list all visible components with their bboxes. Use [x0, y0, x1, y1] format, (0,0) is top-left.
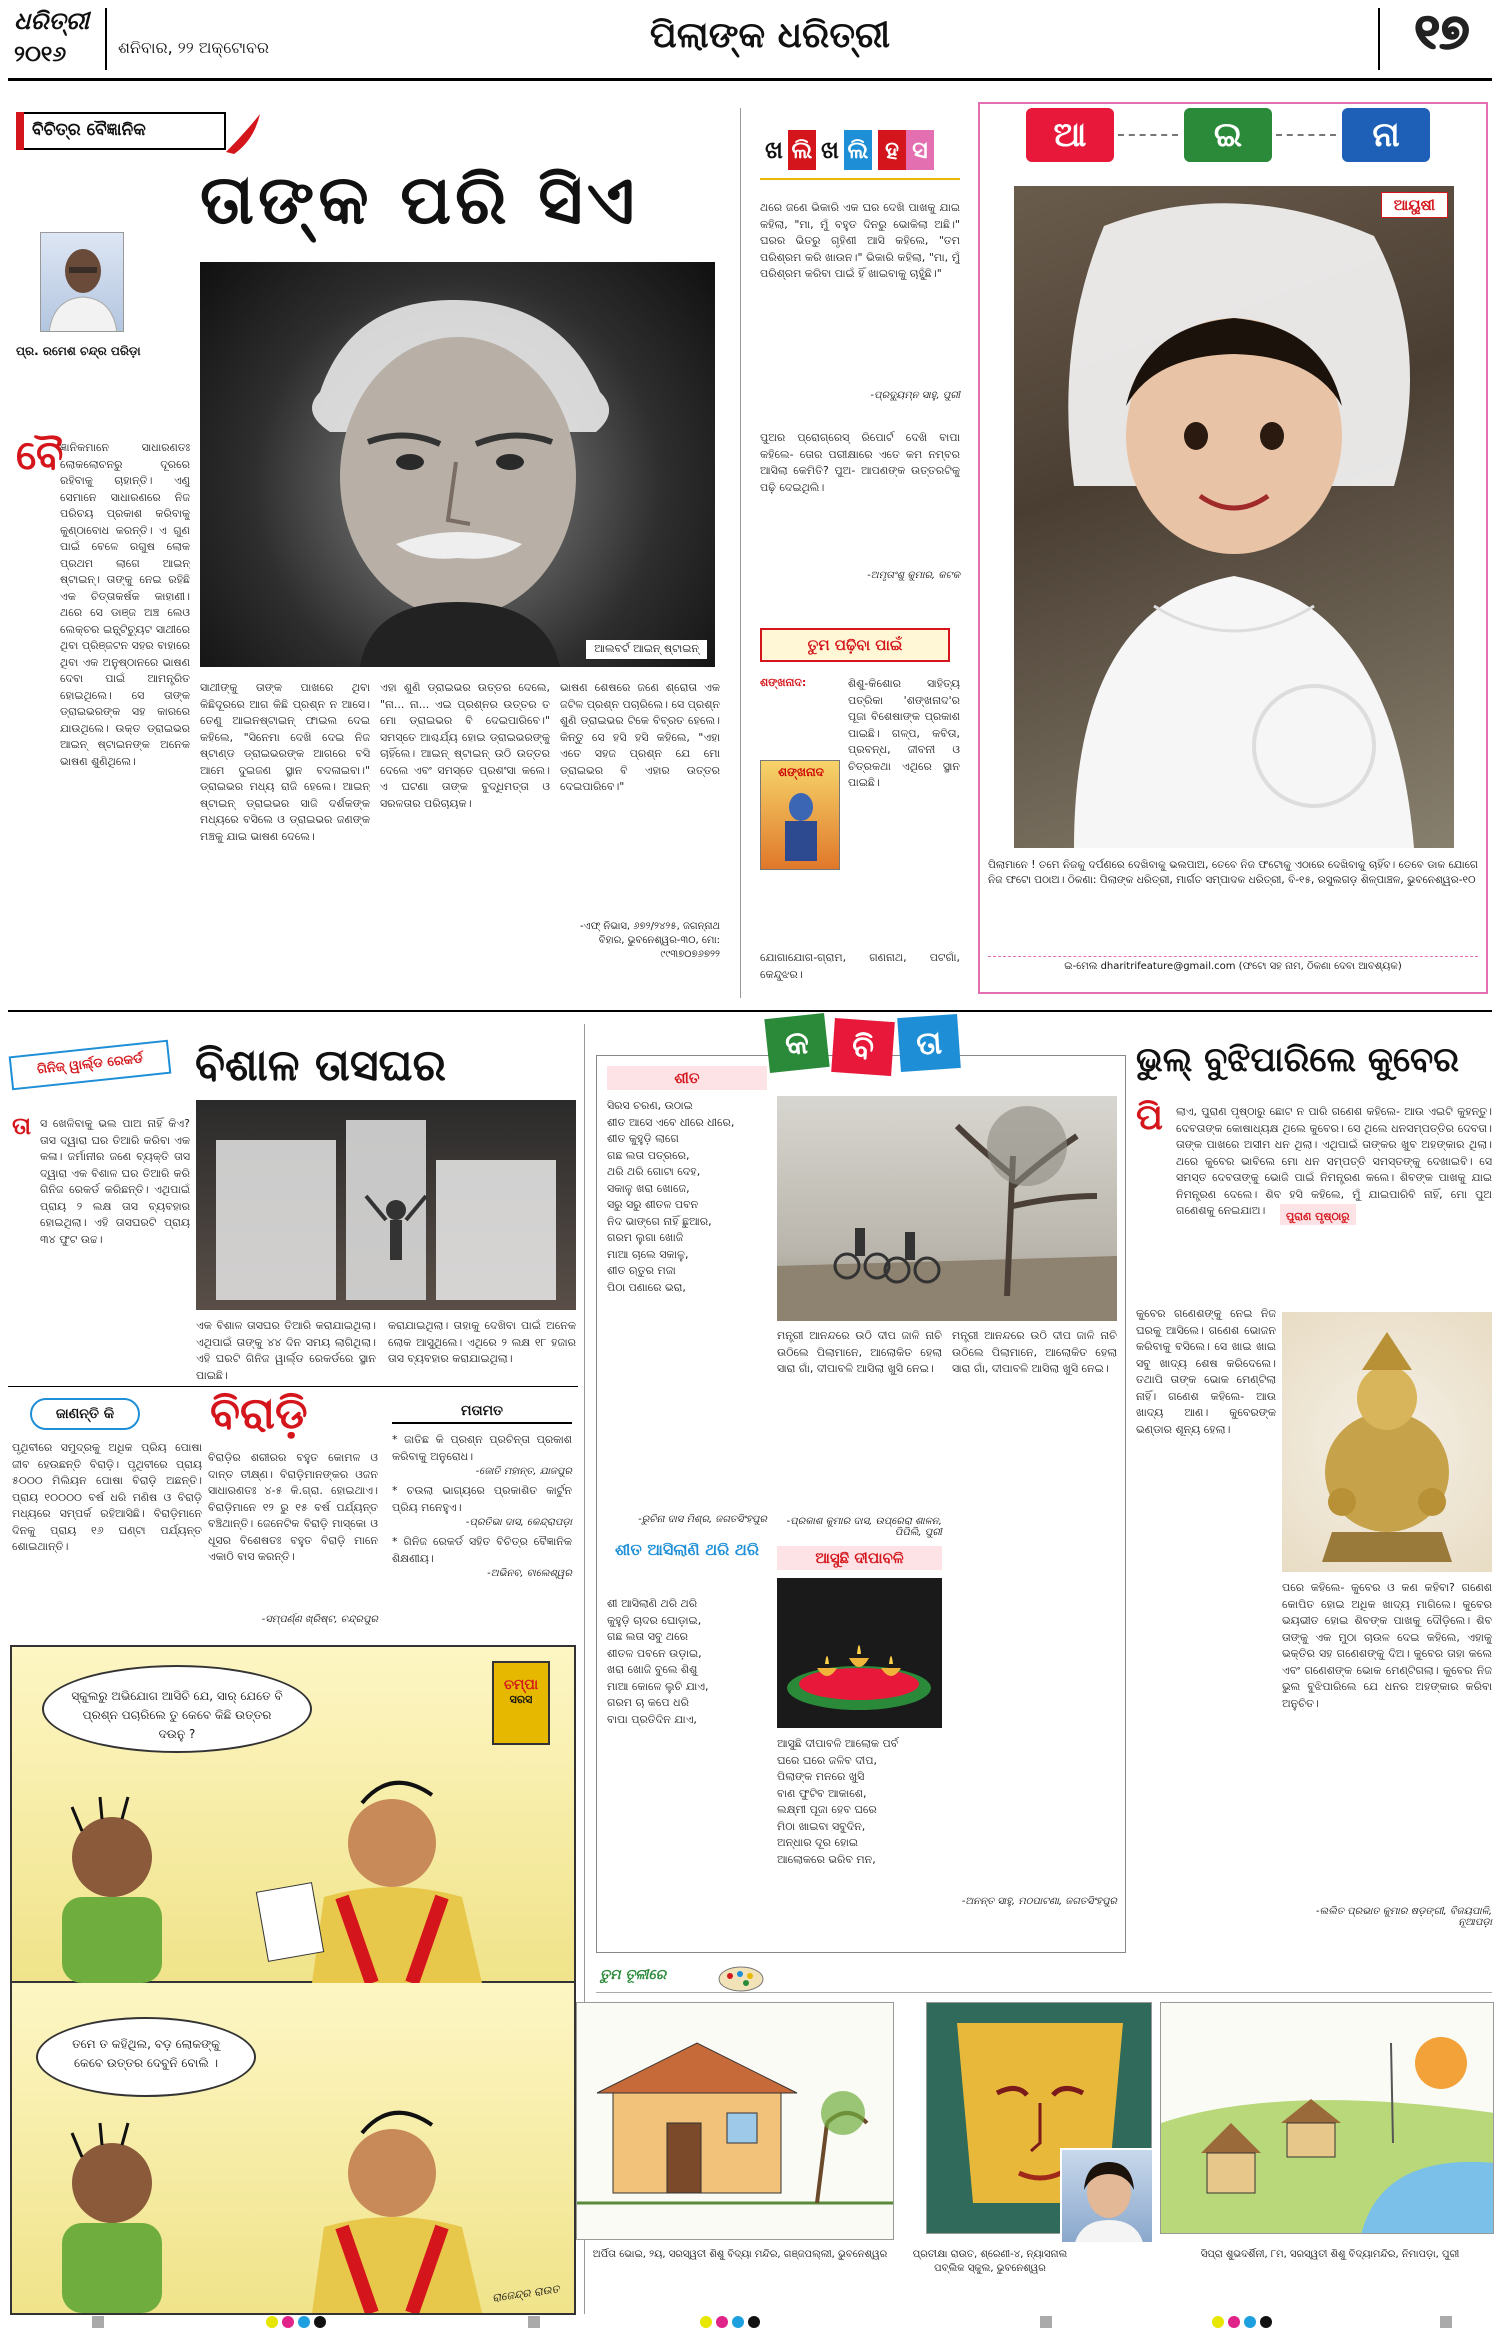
- poem2-line-3: ଗଛ ଲତା ସବୁ ଥରେ: [607, 1630, 688, 1643]
- poem1-author: -ରୁଚିନା ଦାସ ମିଶ୍ର, ଜଗତସିଂହପୁର: [638, 1514, 767, 1525]
- kicker-swoosh: [224, 110, 264, 156]
- cartoon-badge: [492, 1661, 550, 1745]
- cartoon-signature: ରାଜେନ୍ଦ୍ର ରାଉତ: [491, 2282, 561, 2305]
- joke-1-text: ଥରେ ଜଣେ ଭିକାରି ଏକ ଘର ଦେଖି ପାଖକୁ ଯାଇ କହିଲା, "ମା, ମୁଁ ବହୁତ ଦିନରୁ ଭୋକିଲା ଅଛି।" ଘରର ଭିତରୁ ଗୃହିଣୀ ଆସି କହିଲେ, "ତମ ପରିଶ୍ରମ କରି ଖାଉନ।" ଭିକାରି କହିଲା, "ମା, ମୁଁ ପରିଶ୍ରମ କରିବା ପାଇଁ ହିଁ ଖାଇବାକୁ ଚାହୁଁଛି।": [760, 201, 960, 280]
- kabita-letter-2: ବି: [831, 1018, 895, 1076]
- matamata-label: [392, 1400, 572, 1424]
- kubera-author: -ଲଲିତ ପ୍ରଭାତ କୁମାର ଷଡ଼ଙ୍ଗୀ, ବିଜୟପାଳି, ନୂଆପଡ଼ା: [1315, 1906, 1492, 1928]
- guinness-col-2: ଏକ ବିଶାଳ ତାସଘର ତିଆରି କରାଯାଇଥିଲା। ଏଥିପାଇଁ ତାଙ୍କୁ ୪୪ ଦିନ ସମୟ ଲାଗିଥିଲା। ଏହି ଘରଟି ଗିନିଜ ୱାର୍ଲ୍ଡ ରେକର୍ଡରେ ସ୍ଥାନ ପାଇଛି।: [196, 1319, 376, 1382]
- reading-label: ଶଙ୍ଖନାଦ:: [760, 676, 807, 689]
- einstein-photo-caption: ଆଲବର୍ଟ ଆଇନ୍ ଷ୍ଟାଇନ୍: [586, 640, 707, 659]
- poem1-line-4: ଗଛ ଲତା ପତ୍ରରେ,: [607, 1148, 690, 1162]
- poem1-line-5: ଥରି ଥରି ଗୋଟା ଦେହ,: [607, 1165, 701, 1178]
- einstein-byline: ପ୍ର. ରମେଶ ଚନ୍ଦ୍ର ପରିଡ଼ା: [16, 344, 141, 358]
- einstein-col-4: ଭାଷଣ ଶେଷରେ ଜଣେ ଶ୍ରୋତା ଏକ ଜଟିଳ ପ୍ରଶ୍ନ ପଚାରିଲେ। ସେ ପ୍ରଶ୍ନ ଶୁଣି ଡ୍ରାଇଭର ଟିକେ ବିବ୍ରତ ହେଲେ। କିନ୍ତୁ ସେ ହସି ହସି କହିଲେ, "ଏହା ଏତେ ସହଜ ପ୍ରଶ୍ନ ଯେ ମୋ ଡ୍ରାଇଭର ବି ଏହାର ଉତ୍ତର ଦେଇପାରିବେ।": [560, 681, 720, 793]
- einstein-headline: ତାଙ୍କ ପରି ସିଏ: [200, 160, 639, 240]
- poem3-line-6: ମିଠା ଖାଇବା ସବୁଦିନ,: [777, 1819, 866, 1833]
- joke-1: [760, 200, 960, 401]
- poem2-author: -ପ୍ରକାଶ କୁମାର ଦାସ, ଉପ୍ରେରା ଶାଳନ, ପିପିଲି, ପୁରୀ: [786, 1516, 942, 1538]
- poem3-line-5: ଲକ୍ଷ୍ମୀ ପୂଜା ହେବ ଘରେ: [777, 1803, 877, 1816]
- drawing-caption-3: ସିପ୍ରା ଶୁଭଦର୍ଶିନୀ, ୮ମ, ସରସ୍ୱତୀ ଶିଶୁ ବିଦ୍ୟାମନ୍ଦିର, ନିମାପଡ଼ା, ପୁରୀ: [1200, 2249, 1460, 2260]
- khali-letter-3: ଖ: [821, 136, 839, 164]
- poem2-line-4: ଶୀତଳ ପବନେ ଉଡ଼ାଇ,: [607, 1646, 702, 1660]
- print-mark-grey-1: [92, 2316, 104, 2328]
- aina-dash-2: [1276, 134, 1336, 136]
- matamata-label-text: ମତାମତ: [460, 1403, 504, 1419]
- aina-caption: ପିଲାମାନେ ! ତମେ ନିଜକୁ ଦର୍ପଣରେ ଦେଖିବାକୁ ଭଲପାଅ, ତେବେ ନିଜ ଫଟୋକୁ ଏଠାରେ ଦେଖିବାକୁ ଚାହିଁବ। ତେବେ ଡାକ ଯୋଗେ ନିଜ ଫଟୋ ପଠାଅ। ଠିକଣା: ପିଲାଙ୍କ ଧରିତ୍ରୀ, ମାର୍ଗତ ସମ୍ପାଦକ ଧରିତ୍ରୀ, ବି-୧୫, ରସୁଲଗଡ଼ ଶିଳ୍ପାଞ୍ଚଳ, ଭୁବନେଶ୍ୱର-୧୦: [988, 859, 1478, 887]
- kubera-tag: [1280, 1204, 1356, 1225]
- poem1-line-12: ପିଠା ପଣାରେ ଭରା,: [607, 1280, 686, 1294]
- poem3-line-1: ଆସୁଛି ଦୀପାବଳି ଆଲୋକ ପର୍ବ: [777, 1737, 899, 1750]
- guinness-rule: [8, 1386, 578, 1387]
- khali-letter-5: ହ: [878, 130, 906, 170]
- aina-letter-i: ଇ: [1184, 108, 1272, 162]
- aina-photo: [1014, 186, 1454, 848]
- kubera-col-1: ଲାଏ, ପୁରାଣ ପୃଷ୍ଠାରୁ ଛୋଟ ନ ପାରି ଗଣେଶ କହିଲେ- ଆଉ ଏଇଟି କୁହନ୍ତୁ। ଦେବତାଙ୍କ କୋଷାଧ୍ୟକ୍ଷ ଥିଲେ କୁବେର। ସେ ଥିଲେ ଧନସମ୍ପତ୍ତିର ଦେବତା। ତାଙ୍କ ପାଖରେ ଅସୀମ ଧନ ଥିଲା। ଏଥିପାଇଁ ତାଙ୍କର ଖୁବ ଅହଙ୍କାର ଥିଲା। ଥରେ କୁବେର ଭାବିଲେ ମୋ ଧନ ସମ୍ପତ୍ତି ସମସ୍ତଙ୍କୁ ଦେଖାଇବି। ସେ ସମସ୍ତ ଦେବତାଙ୍କୁ ଭୋଜି ପାଇଁ ନିମନ୍ତ୍ରଣ କଲେ। ଶିବଙ୍କ ପାଖକୁ ଯାଇ ନିମନ୍ତ୍ରଣ ଦେଲେ। ଶିବ ହସି କହିଲେ, ମୁଁ ଯାଇପାରିବି ନାହିଁ, ମୋ ପୁଅ ଗଣେଶକୁ ନେଇଯାଅ।: [1176, 1105, 1492, 1217]
- mid-rule: [8, 1010, 1492, 1012]
- poem3-line-4: ବାଣ ଫୁଟିବ ଆକାଶେ,: [777, 1786, 867, 1800]
- masthead-rule: [8, 78, 1492, 81]
- matamata-item-2: * ଚଉଲା ଭାଗ୍ୟରେ ପ୍ରକାଶିତ କାର୍ଟୁନ ପ୍ରିୟ ମନେହୁଏ।: [392, 1484, 572, 1514]
- masthead-divider-right: [1378, 8, 1380, 70]
- khali-letter-1: ଖ: [765, 136, 783, 164]
- brand-logo: ଧରିତ୍ରୀ: [14, 6, 89, 35]
- page-number: ୧୭: [1414, 4, 1470, 60]
- cartoon-scene-2: [12, 2093, 574, 2313]
- janantiki-box: [30, 1398, 140, 1430]
- poem2-lines: [607, 1596, 767, 1936]
- column-rule: [740, 108, 741, 998]
- cartoon-badge-sub: ସରସ: [509, 1693, 533, 1706]
- aina-title: [1026, 108, 1446, 168]
- drawing-caption-2: ପ୍ରତୀକ୍ଷା ରାଉତ, ଶ୍ରେଣୀ-୪, ନ୍ୟାସନାଲ ପବ୍ଲିକ ସ୍କୁଲ, ଭୁବନେଶ୍ୱର: [912, 2249, 1068, 2274]
- kubera-tag-label: ପୁରାଣ ପୃଷ୍ଠାରୁ: [1286, 1210, 1350, 1223]
- print-mark-grey-4: [1440, 2316, 1452, 2328]
- section-title: ପିଲାଙ୍କ ଧରିତ୍ରୀ: [649, 14, 891, 56]
- einstein-col-1: ଜ୍ଞାନିକମାନେ ସାଧାରଣତଃ ଲୋକଲୋଚନରୁ ଦୂରରେ ରହିବାକୁ ଚାହାନ୍ତି। ଏଣୁ ସେମାନେ ସାଧାରଣରେ ନିଜ ପରିଚୟ ପ୍ରକାଶ କରିବାକୁ କୁଣ୍ଠାବୋଧ କରନ୍ତି। ଏ ଗୁଣ ପାଇଁ ବେଳେ ରଗୁଷ ଲୋକ ପ୍ରଥମ ଲାଗେ ଆଇନ୍ ଷ୍ଟାଇନ୍। ତାଙ୍କୁ ନେଇ ରହିଛି ଏକ ଚିତ୍ତାକର୍ଷକ କାହାଣୀ। ଥରେ ସେ ଡାଞ୍ଜ ଅଞ୍ଚ ଲେଓ ଲେକ୍ଚର ଇନ୍ସ୍ଟିଚ୍ୟୁଟ ସାଥୀରେ ଥିବା ପ୍ରିଞ୍ଜଟନ ସହର ବାହାରେ ଥିବା ଏକ ଅନୁଷ୍ଠାନରେ ଭାଷଣ ଦେବା ପାଇଁ ଆମନ୍ତ୍ରିତ ହୋଇଥିଲେ। ସେ ତାଙ୍କ ଡ୍ରାଇଭରଙ୍କ ସହ କାରରେ ଯାଉଥିଲେ। ଉକ୍ତ ଡ୍ରାଇଭର ଆଇନ୍ ଷ୍ଟାଇନଙ୍କ ଅନେକ ଭାଷଣ ଶୁଣିଥିଲେ।: [60, 441, 190, 768]
- poem1-line-11: ଶୀତ ଋତୁର ମଜା: [607, 1264, 676, 1277]
- poem2-line-6: ମାଆ କୋଳେ ଲୁଚି ଯାଏ,: [607, 1679, 709, 1693]
- poem1-line-8: ନିଦ ଭାଙ୍ଗେ ନାହିଁ ଛୁଆର,: [607, 1214, 712, 1228]
- poem3-line-8: ଆଲୋକରେ ଭରିବ ମନ,: [777, 1852, 876, 1866]
- palette-icon: [718, 1966, 764, 1992]
- kabita-title: [767, 1016, 977, 1076]
- khali-letter-2: ଲି: [788, 130, 816, 170]
- joke-2: [760, 430, 960, 581]
- guinness-dropcap: ତା: [12, 1112, 32, 1140]
- issue-date: ଶନିବାର, ୨୨ ଅକ୍ଟୋବର: [118, 38, 270, 57]
- joke-2-author: -ଅମୃତାଂଶୁ କୁମାର, କଟକ: [867, 570, 960, 581]
- drawing-house: [576, 2002, 894, 2240]
- cartoon-panel-1: [12, 1647, 574, 1983]
- tumachitra-label-text: ତୁମ ତୂଳୀରେ: [600, 1967, 667, 1983]
- poem1-title: ଶୀତ: [607, 1066, 767, 1090]
- reading-contact: ଯୋଗାଯୋଗ-ଗ୍ରାମ, ଗଣନାଥ, ପଟଗାଁ, କେନ୍ଦୁଝର।: [760, 951, 960, 981]
- birali-text: ବିରାଡ଼ିର ଶରୀରର ବହୁତ କୋମଳ ଓ ଦାନ୍ତ ତୀକ୍ଷ୍ଣ। ବିରାଡ଼ିମାନଙ୍କର ଓଜନ ସାଧାରଣତଃ ୪-୫ କି.ଗ୍ରା. ହୋଇଥାଏ। ବିରାଡ଼ିମାନେ ୧୨ ରୁ ୧୫ ବର୍ଷ ପର୍ଯ୍ୟନ୍ତ ବଞ୍ଚିଥାନ୍ତି। ଜେନେଟିକ ବିରାଡ଼ି ମାସ୍କୋ ଓ ଧୂସର ବିଶେଷତଃ ବହୁତ ବିରାଡ଼ି ମାନେ ଏକାଠି ବାସ କରନ୍ତି।: [208, 1451, 378, 1563]
- kabita-mid-col: ମନ୍ତ୍ରୀ ଆନନ୍ଦରେ ଉଠି ଦୀପ ଜାଳି ନାଚି ଉଠିଲେ ପିଲାମାନେ, ଆଲୋକିତ ହେଲା ସାରା ଗାଁ, ଦୀପାବଳି ଆସିଲା ଖୁସି ନେଇ।: [777, 1329, 942, 1375]
- reading-text: ଶିଶୁ-କିଶୋର ସାହିତ୍ୟ ପତ୍ରିକା 'ଶଙ୍ଖନାଦ'ର ପୂଜା ବିଶେଷାଙ୍କ ପ୍ରକାଶ ପାଇଛି। ଗଳ୍ପ, କବିତା, ପ୍ରବନ୍ଧ, ଜୀବନୀ ଓ ଚିତ୍ରକଥା ଏଥିରେ ସ୍ଥାନ ପାଇଛି।: [848, 677, 960, 789]
- kubera-col-2: କୁବେର ଗଣେଶଙ୍କୁ ନେଇ ନିଜ ଘରକୁ ଆସିଲେ। ଗଣେଶ ଭୋଜନ କରିବାକୁ ବସିଲେ। ସେ ଖାଇ ଖାଇ ସବୁ ଖାଦ୍ୟ ଶେଷ କରିଦେଲେ। ତଥାପି ତାଙ୍କ ଭୋକ ମେଣ୍ଟିଲା ନାହିଁ। ଗଣେଶ କହିଲେ- ଆଉ ଖାଦ୍ୟ ଆଣ। କୁବେରଙ୍କ ଭଣ୍ଡାର ଶୂନ୍ୟ ହେଲା।: [1136, 1307, 1276, 1436]
- print-mark-y-2: [700, 2316, 712, 2328]
- matamata-item-3: * ଗିନିଜ ରେକର୍ଡ ସହିତ ବିଚିତ୍ର ବୈଜ୍ଞାନିକ ଶିକ୍ଷଣୀୟ।: [392, 1535, 572, 1565]
- print-mark-k-1: [314, 2316, 326, 2328]
- kabita-letter-1: କ: [764, 1013, 829, 1073]
- poem1-line-2: ଶୀତ ଆସେ ଏବେ ଧୀରେ ଧୀରେ,: [607, 1115, 735, 1129]
- birali-headline: ବିରାଡ଼ି: [210, 1388, 308, 1439]
- print-mark-m-2: [716, 2316, 728, 2328]
- cartoon-bubble-2-text: ତମେ ତ କହିଥିଲ, ବଡ଼ ଲୋକଙ୍କୁ କେବେ ଉତ୍ତର ଦେବୁନି ବୋଲି ।: [72, 2037, 220, 2071]
- poem2-line-5: ଖରା ଖୋଜି ବୁଲେ ଶିଶୁ: [607, 1663, 698, 1676]
- poem3-author: -ଅନନ୍ତ ସାହୁ, ମଠପାଟଣା, ଜଗତସିଂହପୁର: [961, 1896, 1117, 1907]
- print-mark-c-1: [298, 2316, 310, 2328]
- einstein-photo: [200, 262, 715, 667]
- matamata-items: [392, 1432, 572, 1579]
- cartoon-panel-2: [12, 1983, 574, 2313]
- poem3-line-2: ଘରେ ଘରେ ଜଳିବ ଦୀପ,: [777, 1753, 877, 1767]
- brand-year: ୨୦୧୬: [14, 42, 67, 67]
- masthead: [0, 0, 1500, 82]
- reading-header-label: ତୁମ ପଢ଼ିବା ପାଇଁ: [807, 636, 903, 654]
- guinness-badge: [9, 1040, 172, 1091]
- print-mark-grey-3: [1040, 2316, 1052, 2328]
- matamata-item-1: * ଜାତିଛ କି ପ୍ରଶ୍ନ ପ୍ରଚିନ୍ତା ପ୍ରକାଶ କରିବାକୁ ଅନୁରୋଧ।: [392, 1433, 572, 1463]
- kubera-dropcap: ପି: [1136, 1097, 1163, 1138]
- guinness-headline: ବିଶାଳ ତାସଘର: [195, 1040, 446, 1091]
- matamata-author-2: -ପ୍ରତିଭା ଦାସ, କେନ୍ଦ୍ରାପଡ଼ା: [465, 1517, 572, 1528]
- print-mark-c-2: [732, 2316, 744, 2328]
- guinness-col-3: କରାଯାଇଥିଲା। ତାହାକୁ ଦେଖିବା ପାଇଁ ଅନେକ ଲୋକ ଆସୁଥିଲେ। ଏଥିରେ ୨ ଲକ୍ଷ ୧୮ ହଜାର ତାସ ବ୍ୟବହାର କରାଯାଇଥିଲା।: [388, 1319, 576, 1365]
- print-mark-c-3: [1244, 2316, 1256, 2328]
- kubera-col-3: ପରେ କହିଲେ- କୁବେର ଓ କଣ କହିବା? ଗଣେଶ କୋପିତ ହୋଇ ଅଧିକ ଖାଦ୍ୟ ମାଗିଲେ। କୁବେର ଭୟଭୀତ ହୋଇ ଶିବଙ୍କ ପାଖକୁ ଦୌଡ଼ିଲେ। ଶିବ ତାଙ୍କୁ ଏକ ମୁଠା ଚାଉଳ ଦେଇ କହିଲେ, ଏହାକୁ ଭକ୍ତିର ସହ ଗଣେଶଙ୍କୁ ଦିଅ। କୁବେର ତାହା କଲେ ଏବଂ ଗଣେଶଙ୍କ ଭୋକ ମେଣ୍ଟିଗଲା। କୁବେର ନିଜ ଭୁଲ ବୁଝିପାରିଲେ ଯେ ଧନର ଅହଙ୍କାର କରିବା ଅନୁଚିତ।: [1282, 1581, 1492, 1710]
- poem1-line-6: ସକାଳୁ ଖରା ଖୋଜେ,: [607, 1181, 690, 1195]
- kubera-headline: ଭୁଲ୍ ବୁଝିପାରିଲେ କୁବେର: [1136, 1040, 1459, 1080]
- cartoon-scene-1: [12, 1747, 574, 1983]
- joke-2-text: ପୁଅର ପ୍ରୋଗ୍ରେସ୍ ରିପୋର୍ଟ ଦେଖି ବାପା କହିଲେ- ତୋର ପରୀକ୍ଷାରେ ଏତେ କମ ନମ୍ବର ଆସିଲା କେମିତି? ପୁଅ- ଆପଣଙ୍କ ଉତ୍ତରଟିକୁ ପଢ଼ି ଦେଇଥିଲି।: [760, 431, 960, 494]
- einstein-kicker: [16, 112, 226, 150]
- poem2-line-8: ବାପା ପ୍ରତିଦିନ ଯାଏ,: [607, 1712, 697, 1726]
- poem1-line-1: ସିରସ ଚରଣ, ଉଠାଇ: [607, 1099, 693, 1112]
- cartoon-badge-title: ଚମ୍ପା: [503, 1677, 539, 1693]
- cartoon-bubble-1-text: ସ୍କୁଲରୁ ଅଭିଯୋଗ ଆସିଚି ଯେ, ସାର୍ ଯେତେ ବି ପ୍ରଶ୍ନ ପଚାରିଲେ ତୁ କେବେ କିଛି ଉତ୍ତର ଦଉନୁ ?: [71, 1689, 283, 1742]
- print-mark-k-3: [1260, 2316, 1272, 2328]
- print-mark-m-3: [1228, 2316, 1240, 2328]
- khali-letter-4: ଲି: [844, 130, 872, 170]
- kicker-label: ବିଚିତ୍ର ବୈଜ୍ଞାନିକ: [32, 120, 146, 140]
- poem3-line-3: ପିଲାଙ୍କ ମନରେ ଖୁସି: [777, 1770, 865, 1783]
- kabita-letter-3: ତା: [897, 1014, 961, 1072]
- aina-letter-na: ନା: [1342, 108, 1430, 162]
- cover-title: ଶଙ୍ଖନାଦ: [778, 765, 824, 779]
- poem1-lines: [607, 1098, 767, 1508]
- poem2-line-2: କୁହୁଡ଼ି ଚାଦର ଘୋଡ଼ାଇ,: [607, 1613, 702, 1627]
- fog-photo: [777, 1096, 1117, 1321]
- drawing-landscape: [1160, 2002, 1494, 2234]
- poem1-line-10: ମାଆ ଚାଲେ ସକାଳୁ,: [607, 1247, 689, 1261]
- shankhanad-cover: [760, 760, 840, 870]
- drawings-rule: [596, 1992, 1492, 1993]
- print-mark-y-3: [1212, 2316, 1224, 2328]
- guinness-col-1: ସ ଖେଳିବାକୁ ଭଲ ପାଅ ନାହିଁ କିଏ? ତାସ ଦ୍ୱାରା ଘର ତିଆରି କରିବା ଏକ କଳା। ଜର୍ମାନୀର ଜଣେ ବ୍ୟକ୍ତି ତାସ ଦ୍ୱାରା ଏକ ବିଶାଳ ଘର ତିଆରି କରି ଗିନିଜ ରେକର୍ଡ କରିଛନ୍ତି। ଏଥିପାଇଁ ପ୍ରାୟ ୨ ଲକ୍ଷ ତାସ ବ୍ୟବହାର ହୋଇଥିଲା। ଏହି ତାସଘରଟି ପ୍ରାୟ ୩୪ ଫୁଟ ଉଚ୍ଚ।: [40, 1117, 190, 1246]
- janantiki-label: ଜାଣନ୍ତି କି: [55, 1406, 115, 1422]
- diya-photo: [777, 1578, 942, 1728]
- reading-header: [760, 628, 950, 662]
- matamata-author-1: -ଜୋତି ମହାନ୍ତ, ଯାଜପୁର: [475, 1466, 572, 1477]
- khali-letter-6: ସ: [906, 130, 934, 170]
- drawing-caption-1: ଅର୍ପିତା ଭୋଇ, ୨ୟ, ସରସ୍ୱତୀ ଶିଶୁ ବିଦ୍ୟା ମନ୍ଦିର, ଗଞ୍ଜପଲ୍ଲୀ, ଭୁବନେଶ୍ୱର: [592, 2249, 888, 2260]
- kabita-box: [596, 1022, 1126, 1953]
- aina-email: ଇ-ମେଲ dharitrifeature@gmail.com (ଫଟୋ ସହ ନାମ, ଠିକଣା ଦେବା ଆବଶ୍ୟକ): [988, 956, 1478, 972]
- poem2-line-1: ଶୀ ଆସିଲାଣି ଥରି ଥରି: [607, 1597, 698, 1610]
- khali-underline: [760, 178, 960, 180]
- artist-photo: [1060, 2148, 1154, 2244]
- birali-author: -ସମ୍ପର୍ଣ୍ଣ ଖ୍ରିଷ୍ଟ, ଚନ୍ଦ୍ରପୁର: [261, 1614, 378, 1625]
- poem2-title: ଶୀତ ଆସିଲାଣି ଥରି ଥରି: [615, 1540, 759, 1559]
- poem3-lines: [777, 1736, 942, 1916]
- poem1-line-3: ଶୀତ କୁହୁଡ଼ି ଲାଗେ: [607, 1132, 679, 1145]
- einstein-dropcap: ବୈ: [16, 433, 64, 479]
- khali-title: [760, 130, 980, 176]
- aina-photo-name: ଆୟୁଷୀ: [1381, 192, 1448, 218]
- tumachitra-label: [600, 1964, 770, 1994]
- poem1-line-7: ସରୁ ସରୁ ଶୀତଳ ପବନ: [607, 1198, 699, 1211]
- card-house-photo: [196, 1100, 576, 1310]
- matamata-author-3: -ଅଭିନବ, ବାଲେଶ୍ୱର: [487, 1568, 572, 1579]
- aina-letter-a: ଆ: [1026, 108, 1114, 162]
- poem2-line-7: ଗରମ ଚା କପେ ଧରି: [607, 1696, 689, 1709]
- kubera-idol-photo: [1282, 1312, 1492, 1572]
- joke-1-author: -ପ୍ରଦ୍ୟୁମ୍ନ ସାହୁ, ପୁରୀ: [870, 390, 960, 401]
- print-marks: [0, 2312, 1500, 2335]
- einstein-address: -ଏଫ୍ ନିଭାସ, ୬୭୨/୨୪୨୫, ଜଗନ୍ନାଥ ବିହାର, ଭୁବନେଶ୍ୱର-୩୦, ମୋ: ୯୯୩୭୦୭୬୭୨୨: [579, 921, 720, 960]
- poem3-title: ଆସୁଛି ଦୀପାବଳି: [777, 1546, 942, 1570]
- poem3-line-7: ଅନ୍ଧାର ଦୂର ହୋଇ: [777, 1836, 859, 1849]
- print-mark-grey-2: [528, 2316, 540, 2328]
- print-mark-m-1: [282, 2316, 294, 2328]
- kabita-right-col: ମନ୍ତ୍ରୀ ଆନନ୍ଦରେ ଉଠି ଦୀପ ଜାଳି ନାଚି ଉଠିଲେ ପିଲାମାନେ, ଆଲୋକିତ ହେଲା ସାରା ଗାଁ, ଦୀପାବଳି ଆସିଲା ଖୁସି ନେଇ।: [952, 1329, 1117, 1375]
- print-mark-k-2: [748, 2316, 760, 2328]
- print-mark-y-1: [266, 2316, 278, 2328]
- cartoon-strip: [10, 1645, 576, 2315]
- cartoon-bubble-1: [42, 1665, 312, 1753]
- kicker-accent: [16, 112, 24, 150]
- masthead-divider: [105, 8, 107, 70]
- guinness-badge-label: ଗିନିଜ୍ ୱାର୍ଲ୍ଡ ରେକର୍ଡ: [36, 1051, 144, 1078]
- einstein-col-3: ଏହା ଶୁଣି ଡ୍ରାଇଭର ଉତ୍ତର ଦେଲେ, "ନା... ନା... ଏଇ ପ୍ରଶ୍ନର ଉତ୍ତର ତ ମୋ ଡ୍ରାଇଭର ବି ଦେଇପାରିବେ।" ସମସ୍ତେ ଆଶ୍ଚର୍ଯ୍ୟ ହୋଇ ଡ୍ରାଇଭରଙ୍କୁ ଚାହିଁଲେ। ଆଇନ୍ ଷ୍ଟାଇନ୍ ଉଠି ଉତ୍ତର ଦେଲେ ଏବଂ ସମସ୍ତେ ପ୍ରଶଂସା କଲେ। ଏ ଘଟଣା ତାଙ୍କ ବୁଦ୍ଧିମତ୍ତା ଓ ସରଳତାର ପରିଚାୟକ।: [380, 681, 550, 810]
- cartoon-bubble-2: [36, 2017, 256, 2097]
- poem1-line-9: ଗରମ ଲୁଗା ଖୋଜି: [607, 1231, 684, 1244]
- janantiki-text: ପୃଥିବୀରେ ସମୁଦ୍ରକୁ ଅଧିକ ପ୍ରିୟ ପୋଷା ଜୀବ ହେଉଛନ୍ତି ବିରାଡ଼ି। ପୃଥିବୀରେ ପ୍ରାୟ ୫୦୦୦ ମିଲିୟନ ପୋଷା ବିରାଡ଼ି ଅଛନ୍ତି। ପ୍ରାୟ ୧୦୦୦୦ ବର୍ଷ ଧରି ମଣିଷ ଓ ବିରାଡ଼ି ମଧ୍ୟରେ ସମ୍ପର୍କ ରହିଆସିଛି। ବିରାଡ଼ିମାନେ ଦିନକୁ ପ୍ରାୟ ୧୬ ଘଣ୍ଟା ପର୍ଯ୍ୟନ୍ତ ଶୋଇଥାନ୍ତି।: [12, 1441, 202, 1553]
- aina-dash-1: [1118, 134, 1178, 136]
- aina-box: [978, 102, 1488, 994]
- einstein-col-2: ସାଥୀଙ୍କୁ ତାଙ୍କ ପାଖରେ ଥିବା କିଛିଦୂରରେ ଆଗ କିଛି ପ୍ରଶ୍ନ ନ ଆସେ। ତେଣୁ ଆଇନଷ୍ଟାଇନ୍ ଫାଇଲ ଦେଇ କହିଲେ, "ସିନେମା ଦେଖି ଦେଇ ନିଜ ଷ୍ଟାଣ୍ଡ ଡ୍ରାଇଭରଙ୍କ ଆଗରେ ବସି ଆମେ ଦୁଇଜଣ ସ୍ଥାନ ବଦଳାଇବା।" ଡ୍ରାଇଭର ମଧ୍ୟ ରାଜି ହେଲେ। ଆଇନ୍ ଷ୍ଟାଇନ୍ ଡ୍ରାଇଭର ସାଜି ଦର୍ଶକଙ୍କ ମଧ୍ୟରେ ବସିଲେ ଓ ଡ୍ରାଇଭର ଜଣଙ୍କ ମଞ୍ଚକୁ ଯାଇ ଭାଷଣ ଦେଲେ।: [200, 681, 370, 843]
- author-photo: [40, 232, 124, 332]
